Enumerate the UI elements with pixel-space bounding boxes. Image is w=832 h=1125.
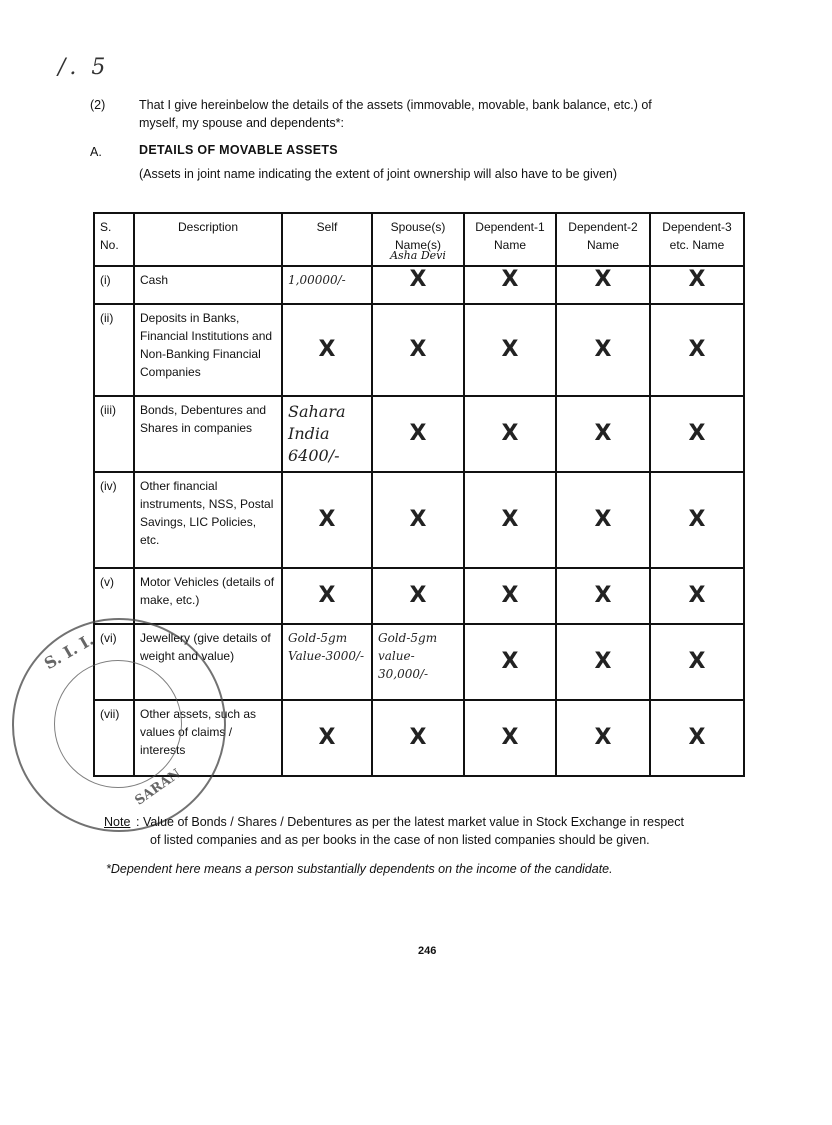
intro-line-2: myself, my spouse and dependents*: <box>139 116 344 130</box>
dependent-3-value <box>650 396 744 472</box>
spouse-value <box>372 472 464 568</box>
row-number: (ii) <box>94 304 134 396</box>
header-spouse <box>372 213 464 266</box>
row-description: Other assets, such as values of claims / interests <box>134 700 282 776</box>
table-row <box>94 266 744 304</box>
header-spouse-label: Spouse(s) Name(s) <box>390 220 446 252</box>
row-description: Jewellery (give details of weight and value) <box>134 624 282 700</box>
row-description: Cash <box>134 266 282 304</box>
table-row <box>94 304 744 396</box>
cross-mark: X <box>688 421 706 446</box>
cross-mark: X <box>594 267 612 292</box>
seal-text-top: S. I. I. <box>40 629 97 674</box>
cross-mark: X <box>501 507 519 532</box>
header-dependent-1: Dependent-1 Name <box>464 213 556 266</box>
cross-mark: X <box>688 649 706 674</box>
dependent-1-value <box>464 700 556 776</box>
cross-mark: X <box>501 421 519 446</box>
self-value <box>282 700 372 776</box>
cross-mark: X <box>318 507 336 532</box>
cross-mark: X <box>409 507 427 532</box>
header-dependent-2: Dependent-2 Name <box>556 213 650 266</box>
table-row <box>94 568 744 624</box>
cross-mark: X <box>318 337 336 362</box>
row-description: Deposits in Banks, Financial Institutions and Non-Banking Financial Companies <box>134 304 282 396</box>
self-value: Gold-5gm Value-3000/- <box>282 624 372 700</box>
dependent-1-value <box>464 266 556 304</box>
spouse-value <box>372 568 464 624</box>
spouse-value: Gold-5gm value-30,000/- <box>372 624 464 700</box>
dependent-2-value <box>556 266 650 304</box>
self-value <box>282 304 372 396</box>
spouse-value <box>372 266 464 304</box>
spouse-value <box>372 304 464 396</box>
self-value <box>282 472 372 568</box>
section-title: DETAILS OF MOVABLE ASSETS <box>139 143 338 157</box>
cross-mark: X <box>501 267 519 292</box>
cross-mark: X <box>409 421 427 446</box>
cross-mark: X <box>688 507 706 532</box>
cross-mark: X <box>688 337 706 362</box>
dependent-2-value <box>556 568 650 624</box>
cross-mark: X <box>688 267 706 292</box>
cross-mark: X <box>688 583 706 608</box>
intro-number: (2) <box>90 98 106 112</box>
cross-mark: X <box>594 725 612 750</box>
header-sno: S. No. <box>94 213 134 266</box>
cross-mark: X <box>594 507 612 532</box>
row-number: (v) <box>94 568 134 624</box>
cross-mark: X <box>409 267 427 292</box>
dependent-3-value <box>650 700 744 776</box>
section-subtitle: (Assets in joint name indicating the extent of joint ownership will also have to be given) <box>139 167 618 181</box>
official-seal-stamp <box>12 618 226 832</box>
spouse-name-handwritten: Asha Devi <box>390 249 446 262</box>
section-letter: A. <box>90 145 102 159</box>
dependent-3-value <box>650 624 744 700</box>
dependent-1-value <box>464 396 556 472</box>
row-number: (vi) <box>94 624 134 700</box>
cross-mark: X <box>688 725 706 750</box>
cross-mark: X <box>409 725 427 750</box>
cross-mark: X <box>501 337 519 362</box>
table-header-row <box>94 213 744 266</box>
header-self: Self <box>282 213 372 266</box>
row-description: Motor Vehicles (details of make, etc.) <box>134 568 282 624</box>
self-value <box>282 568 372 624</box>
header-description: Description <box>134 213 282 266</box>
dependent-3-value <box>650 304 744 396</box>
self-value: 1,00000/- <box>282 266 372 304</box>
dependent-3-value <box>650 472 744 568</box>
page-number: 246 <box>418 945 437 957</box>
cross-mark: X <box>594 649 612 674</box>
self-value: Sahara India 6400/- <box>282 396 372 472</box>
dependent-2-value <box>556 396 650 472</box>
row-number: (iii) <box>94 396 134 472</box>
seal-text-bottom: SARAN <box>132 766 184 809</box>
row-description: Bonds, Debentures and Shares in companies <box>134 396 282 472</box>
dependent-1-value <box>464 472 556 568</box>
dependent-2-value <box>556 700 650 776</box>
cross-mark: X <box>594 583 612 608</box>
dependent-1-value <box>464 568 556 624</box>
row-number: (i) <box>94 266 134 304</box>
cross-mark: X <box>318 725 336 750</box>
dependent-3-value <box>650 266 744 304</box>
dependent-1-value <box>464 624 556 700</box>
spouse-value <box>372 396 464 472</box>
dependent-2-value <box>556 624 650 700</box>
row-number: (vii) <box>94 700 134 776</box>
dependent-1-value <box>464 304 556 396</box>
table-row <box>94 472 744 568</box>
row-description: Other financial instruments, NSS, Postal Savings, LIC Policies, etc. <box>134 472 282 568</box>
cross-mark: X <box>409 337 427 362</box>
cross-mark: X <box>501 649 519 674</box>
seal-inner-ring <box>54 660 182 788</box>
cross-mark: X <box>594 337 612 362</box>
cross-mark: X <box>409 583 427 608</box>
intro-line-1: That I give hereinbelow the details of the assets (immovable, movable, bank balance, etc.) of <box>139 98 652 112</box>
top-handwritten-mark: /. 5 <box>58 55 110 80</box>
cross-mark: X <box>501 725 519 750</box>
dependent-2-value <box>556 472 650 568</box>
table-row <box>94 396 744 472</box>
spouse-value <box>372 700 464 776</box>
header-dependent-3: Dependent-3 etc. Name <box>650 213 744 266</box>
dependent-3-value <box>650 568 744 624</box>
note-line-2: of listed companies and as per books in the case of non listed companies should be given. <box>150 833 650 847</box>
dependent-footnote: *Dependent here means a person substantially dependents on the income of the candidate. <box>106 862 613 876</box>
row-number: (iv) <box>94 472 134 568</box>
cross-mark: X <box>501 583 519 608</box>
cross-mark: X <box>594 421 612 446</box>
cross-mark: X <box>318 583 336 608</box>
dependent-2-value <box>556 304 650 396</box>
note-line-1: : Value of Bonds / Shares / Debentures as per the latest market value in Stock Exchange in respect <box>136 815 684 829</box>
note-label: Note <box>104 815 131 829</box>
